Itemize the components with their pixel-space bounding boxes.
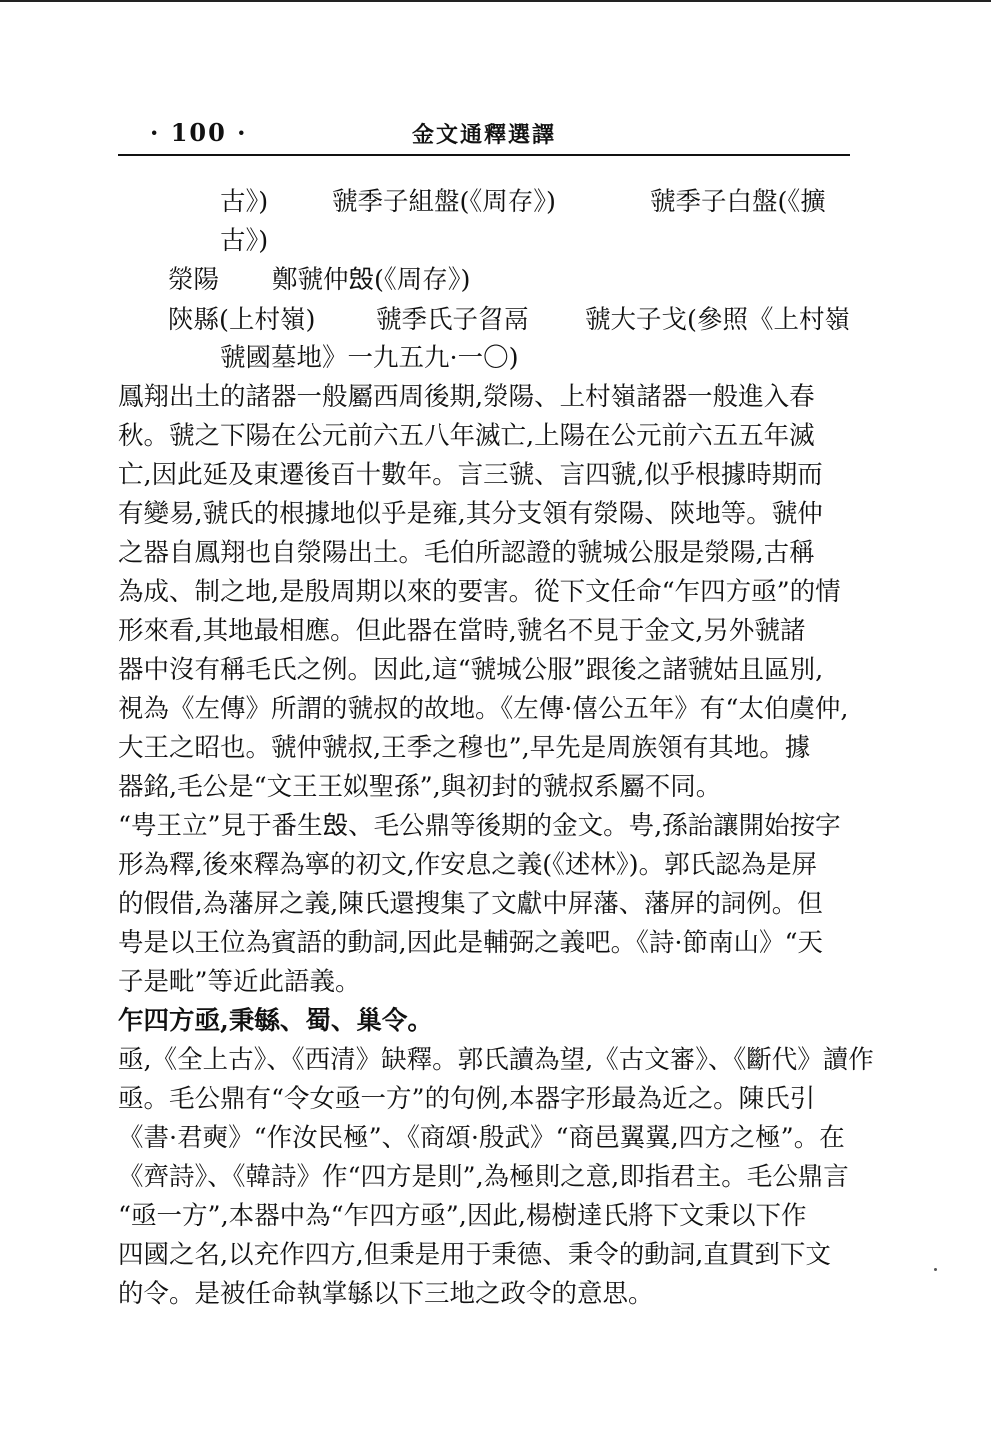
text-line: 四國之名,以充作四方,但秉是用于秉德、秉令的動詞,直貫到下文 xyxy=(118,1240,831,1270)
text-line: 為成、制之地,是殷周期以來的要害。從下文任命“乍四方亟”的情 xyxy=(118,577,841,607)
list-line: 古》) xyxy=(220,187,269,217)
list-line: 虢季子組盤(《周存》) xyxy=(332,187,556,217)
page-top-border xyxy=(0,0,991,2)
list-line: 古》) xyxy=(220,226,269,256)
text-line: 形為釋,後來釋為寧的初文,作安息之義(《述林》)。郭氏認為是屏 xyxy=(118,850,818,880)
list-line: 虢季氏子㫚鬲 xyxy=(376,305,530,335)
text-line: 有變易,虢氏的根據地似乎是雍,其分支領有滎陽、陝地等。虢仲 xyxy=(118,499,823,529)
list-line: 虢大子戈(參照《上村嶺 xyxy=(585,305,850,335)
text-line: 《書·君奭》“作汝民極”、《商頌·殷武》“商邑翼翼,四方之極”。在 xyxy=(118,1123,845,1153)
list-line: 滎陽 xyxy=(168,265,220,295)
text-line: 鳳翔出土的諸器一般屬西周後期,滎陽、上村嶺諸器一般進入春 xyxy=(118,382,815,412)
text-line: 之器自鳳翔也自滎陽出土。毛伯所認證的虢城公服是滎陽,古稱 xyxy=(118,538,815,568)
book-title: 金文通釋選譯 xyxy=(411,122,556,148)
list-line: 陝縣(上村嶺) xyxy=(168,305,316,335)
text-line: “亟一方”,本器中為“乍四方亟”,因此,楊樹達氏將下文秉以下作 xyxy=(118,1201,807,1231)
text-line: 子是毗”等近此語義。 xyxy=(118,967,361,997)
header-rule xyxy=(118,154,850,156)
text-line: 亡,因此延及東遷後百十數年。言三虢、言四虢,似乎根據時期而 xyxy=(118,460,823,490)
text-line: 秋。虢之下陽在公元前六五八年滅亡,上陽在公元前六五五年滅 xyxy=(118,421,815,451)
text-line: 亟,《全上古》、《西清》缺釋。郭氏讀為望,《古文審》、《斷代》讀作 xyxy=(118,1045,874,1075)
text-line: 亟。毛公鼎有“令女亟一方”的句例,本器字形最為近之。陳氏引 xyxy=(118,1084,816,1114)
text-line: 形來看,其地最相應。但此器在當時,虢名不見于金文,另外虢諸 xyxy=(118,616,806,646)
text-line: 甹是以王位為賓語的動詞,因此是輔弼之義吧。《詩·節南山》“天 xyxy=(118,928,823,958)
text-line: 《齊詩》、《韓詩》作“四方是則”,為極則之意,即指君主。毛公鼎言 xyxy=(118,1162,849,1192)
text-line: “甹王立”見于番生𣪕、毛公鼎等後期的金文。甹,孫詒讓開始按字 xyxy=(118,811,841,841)
page-number: · 100 · xyxy=(150,118,248,147)
section-heading: 乍四方亟,秉緐、蜀、巢令。 xyxy=(118,1006,433,1036)
text-line: 器銘,毛公是“文王王姒聖孫”,與初封的虢叔系屬不同。 xyxy=(118,772,722,802)
text-line: 大王之昭也。虢仲虢叔,王季之穆也”,早先是周族領有其地。據 xyxy=(118,733,811,763)
text-line: 的令。是被任命執掌緐以下三地之政令的意思。 xyxy=(118,1279,654,1309)
list-line: 虢國墓地》一九五九·一〇) xyxy=(220,343,519,373)
text-line: 器中沒有稱毛氏之例。因此,這“虢城公服”跟後之諸虢姑且區別, xyxy=(118,655,824,685)
running-header xyxy=(118,118,850,152)
list-line: 虢季子白盤(《擴 xyxy=(650,187,826,217)
list-line: 鄭虢仲𣪕(《周存》) xyxy=(272,265,471,295)
text-line: 視為《左傳》所謂的虢叔的故地。《左傳·僖公五年》有“太伯虞仲, xyxy=(118,694,849,724)
scan-speck xyxy=(934,1268,937,1271)
text-line: 的假借,為藩屏之義,陳氏還搜集了文獻中屏藩、藩屏的詞例。但 xyxy=(118,889,823,919)
